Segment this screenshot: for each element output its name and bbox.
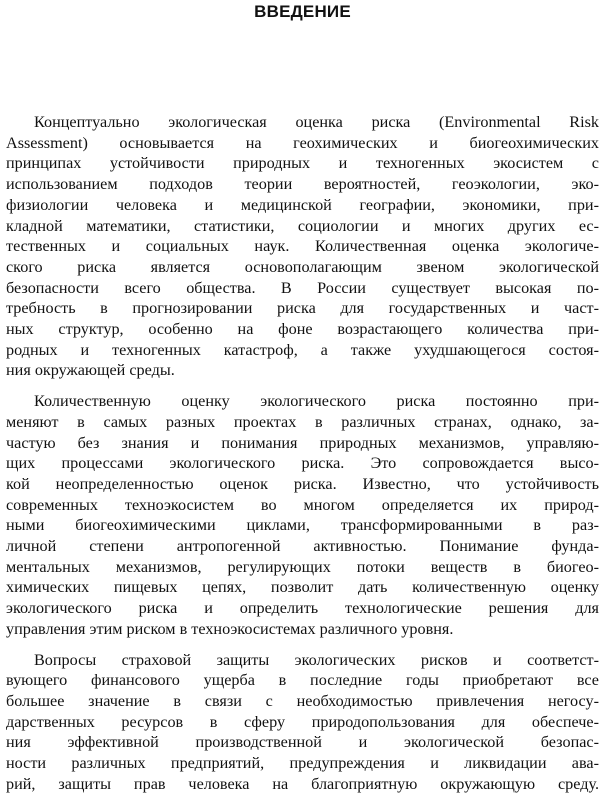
text-line: частую без знания и понимания природных механизмов, управляю- [6, 433, 599, 452]
text-line: рий, защиты прав человека на благоприятную окружающую среду. [6, 774, 599, 793]
text-line: большее значение в связи с необходимостью привлечения негосу- [6, 691, 599, 710]
text-line: кой неопределенностью оценок риска. Известно, что устойчивость [6, 474, 599, 493]
text-line: ных структур, особенно на фоне возрастающего количества при- [6, 320, 599, 339]
text-line: меняют в самых разных проектах в различных странах, однако, за- [6, 412, 599, 431]
text-line: родных и техногенных катастроф, а также ухудшающегося состоя- [6, 340, 599, 359]
text-line: вующего финансового ущерба в последние годы приобретают все [6, 671, 599, 690]
paragraph-1 [6, 112, 599, 381]
text-line: кладной математики, статистики, социологии и многих других ес- [6, 216, 599, 235]
text-line: принципах устойчивости природных и техногенных экосистем с [6, 154, 599, 173]
text-line: экологического риска и определить технологические решения для [6, 599, 599, 618]
text-line: требность в прогнозировании риска для государственных и част- [6, 299, 599, 318]
text-line: ментальных механизмов, регулирующих потоки веществ в биогео- [6, 557, 599, 576]
page-title: ВВЕДЕНИЕ [254, 2, 351, 21]
text-line: современных техноэкосистем во многом определяется их природ- [6, 495, 599, 514]
text-line: использованием подходов теории вероятностей, геоэкологии, эко- [6, 175, 599, 194]
text-line: Концептуально экологическая оценка риска (Environmental Risk [34, 113, 599, 131]
text-line: безопасности всего общества. В России существует высокая по- [6, 278, 599, 297]
paragraph-2 [6, 391, 599, 639]
body-text [6, 112, 599, 799]
text-line: Количественную оценку экологического риска постоянно при- [34, 392, 599, 411]
text-line: физиологии человека и медицинской географии, экономики, при- [6, 195, 599, 214]
text-line: щих процессами экологического риска. Это сопровождается высо- [6, 454, 599, 473]
text-line: управления этим риском в техноэкосистемах различного уровня. [6, 619, 454, 638]
text-line: Вопросы страховой защиты экологических рисков и соответст- [34, 650, 599, 669]
text-line: ния окружающей среды. [6, 361, 175, 380]
text-line: ния эффективной производственной и экологической безопас- [6, 733, 599, 752]
text-line: дарственных ресурсов в сферу природопользования для обеспече- [6, 712, 599, 731]
text-line: Assessment) основывается на геохимических и биогеохимических [6, 133, 599, 152]
text-line: химических пищевых цепях, позволит дать количественную оценку [6, 578, 599, 597]
paragraph-3 [6, 650, 599, 795]
text-line: ности различных предприятий, предупреждения и ликвидации ава- [6, 754, 599, 773]
text-line: ского риска является основополагающим звеном экологической [6, 257, 599, 276]
text-line: ными биогеохимическими циклами, трансформированными в раз- [6, 516, 599, 535]
text-line: тественных и социальных наук. Количественная оценка экологиче- [6, 237, 599, 256]
text-line: личной степени антропогенной активностью. Понимание фунда- [6, 537, 599, 556]
